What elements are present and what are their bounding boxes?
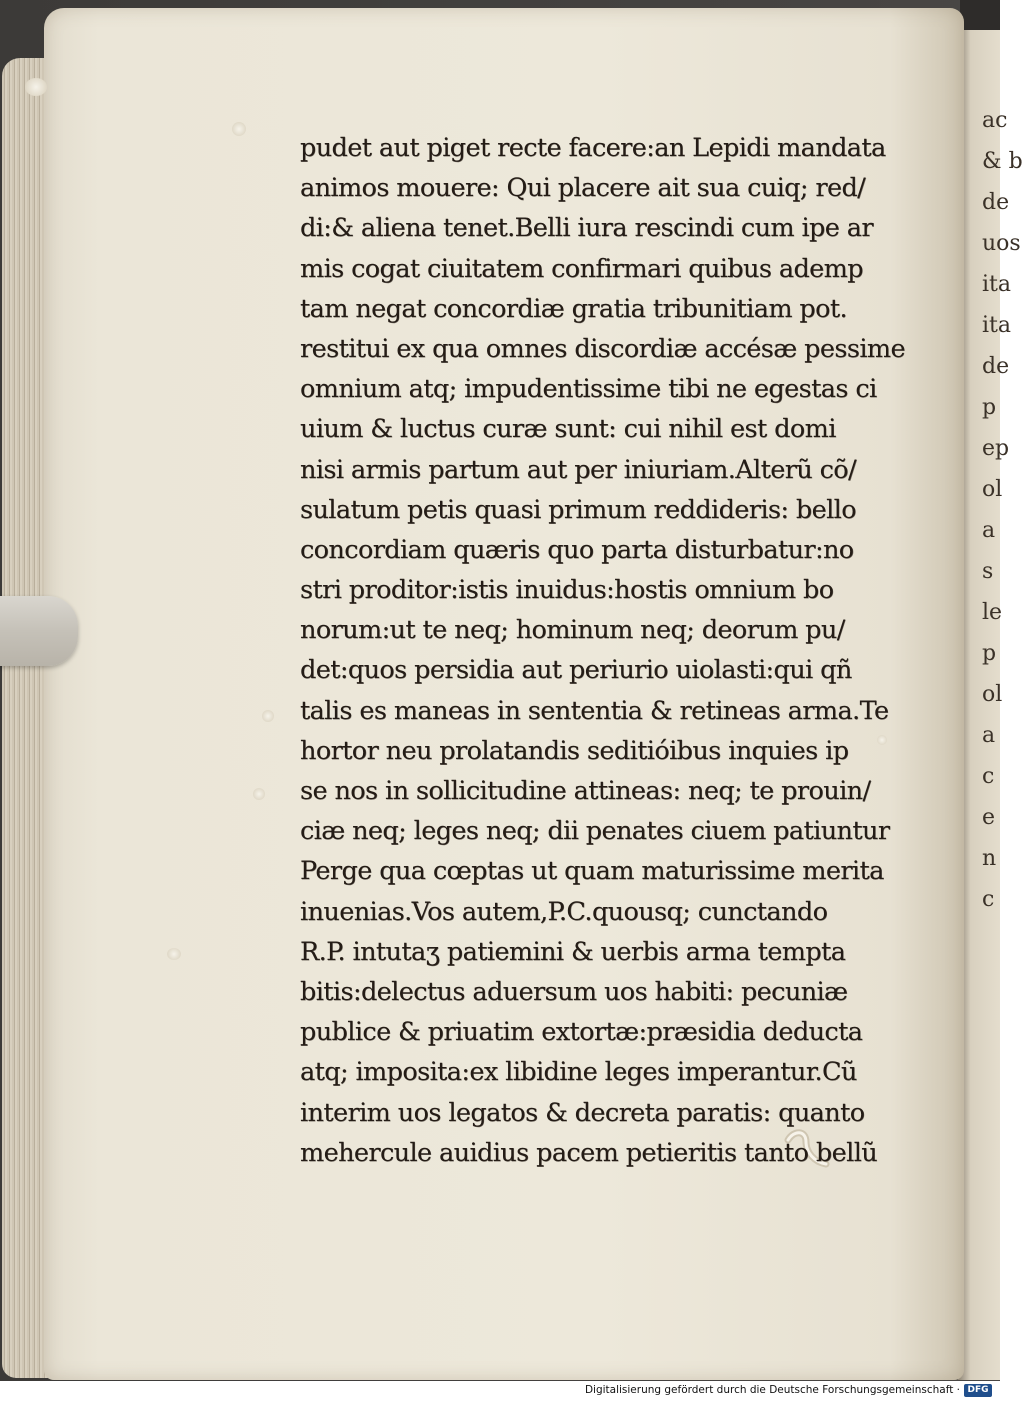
text-line: se nos in sollicitudine attineas: neq; te prouin/ xyxy=(300,776,871,806)
facing-page-fragment: & b xyxy=(982,149,1023,174)
page-text-block xyxy=(300,128,905,1173)
text-line: tam negat concordiæ gratia tribunitiam pot. xyxy=(300,293,848,324)
text-line: di:& aliena tenet.Belli iura rescindi cum ipe ar xyxy=(300,213,873,244)
text-line: omnium atq; impudentissime tibi ne egestas ci xyxy=(300,374,877,405)
facing-page-fragment: ita xyxy=(982,272,1011,297)
facing-page-fragment: a xyxy=(982,518,996,543)
book-clip xyxy=(0,596,78,666)
text-line: Perge qua cœptas ut quam maturissime merita xyxy=(300,856,884,887)
facing-page-fragment: p xyxy=(982,395,997,420)
dfg-logo: DFG xyxy=(964,1384,992,1397)
facing-page-fragment: ita xyxy=(982,313,1011,338)
text-line: uium & luctus curæ sunt: cui nihil est domi xyxy=(300,414,836,445)
text-line: bitis:delectus aduersum uos habiti: pecuniæ xyxy=(300,976,848,1007)
text-line: atq; imposita:ex libidine leges imperantur.Cũ xyxy=(300,1057,857,1088)
facing-page-fragment: s xyxy=(982,559,994,584)
text-line: restitui ex qua omnes discordiæ accésæ pessime xyxy=(300,333,905,364)
text-line: det:quos persidia aut periurio uiolasti:qui qñ xyxy=(300,655,852,686)
text-line: pudet aut piget recte facere:an Lepidi mandata xyxy=(300,133,886,163)
facing-page-fragment: ep xyxy=(982,436,1010,461)
facing-page-fragment: de xyxy=(982,354,1010,379)
facing-page-fragment: c xyxy=(982,764,995,789)
text-line: nisi armis partum aut per iniuriam.Alterũ cõ/ xyxy=(300,454,857,485)
text-line: stri proditor:istis inuidus:hostis omnium bo xyxy=(300,575,834,606)
facing-page-fragment: ol xyxy=(982,477,1003,502)
text-line: ciæ neq; leges neq; dii penates ciuem patiuntur xyxy=(300,816,890,847)
text-line: mis cogat ciuitatem confirmari quibus ademp xyxy=(300,253,863,284)
paper-blemish xyxy=(253,788,265,800)
facing-page-text xyxy=(982,100,1023,920)
text-line: norum:ut te neq; hominum neq; deorum pu/ xyxy=(300,615,845,646)
text-line: interim uos legatos & decreta paratis: quanto xyxy=(300,1097,865,1128)
facing-page-fragment: n xyxy=(982,846,997,871)
text-line: mehercule auidius pacem petieritis tanto bellũ xyxy=(300,1137,878,1168)
facing-page-fragment: p xyxy=(982,641,997,666)
paper-blemish xyxy=(232,122,246,136)
text-line: publice & priuatim extortæ:præsidia deducta xyxy=(300,1017,863,1048)
footer-credit: Digitalisierung gefördert durch die Deutsche Forschungsgemeinschaft · xyxy=(584,1384,960,1396)
text-line: sulatum petis quasi primum reddideris: bello xyxy=(300,494,856,525)
facing-page-fragment: ac xyxy=(982,108,1008,133)
text-line: talis es maneas in sententia & retineas arma.Te xyxy=(300,695,889,726)
paper-blemish xyxy=(25,78,47,96)
facing-page-fragment: e xyxy=(982,805,996,830)
facing-page-fragment: ol xyxy=(982,682,1003,707)
facing-page-fragment: de xyxy=(982,190,1010,215)
text-line: R.P. intutaʒ patiemini & uerbis arma tempta xyxy=(300,936,846,967)
paper-blemish xyxy=(262,710,274,722)
text-line: animos mouere: Qui placere ait sua cuiq; red/ xyxy=(300,173,866,204)
facing-page-fragment: uos xyxy=(982,231,1021,256)
facing-page-fragment: c xyxy=(982,887,995,912)
facing-page-fragment: a xyxy=(982,723,996,748)
paper-blemish xyxy=(167,948,181,960)
facing-page-fragment: le xyxy=(982,600,1003,625)
text-line: inuenias.Vos autem,P.C.quousq; cunctando xyxy=(300,896,828,927)
text-line: concordiam quæris quo parta disturbatur:no xyxy=(300,534,854,565)
text-line: hortor neu prolatandis seditióibus inquies ip xyxy=(300,735,849,766)
footer-bar xyxy=(0,1381,1000,1401)
